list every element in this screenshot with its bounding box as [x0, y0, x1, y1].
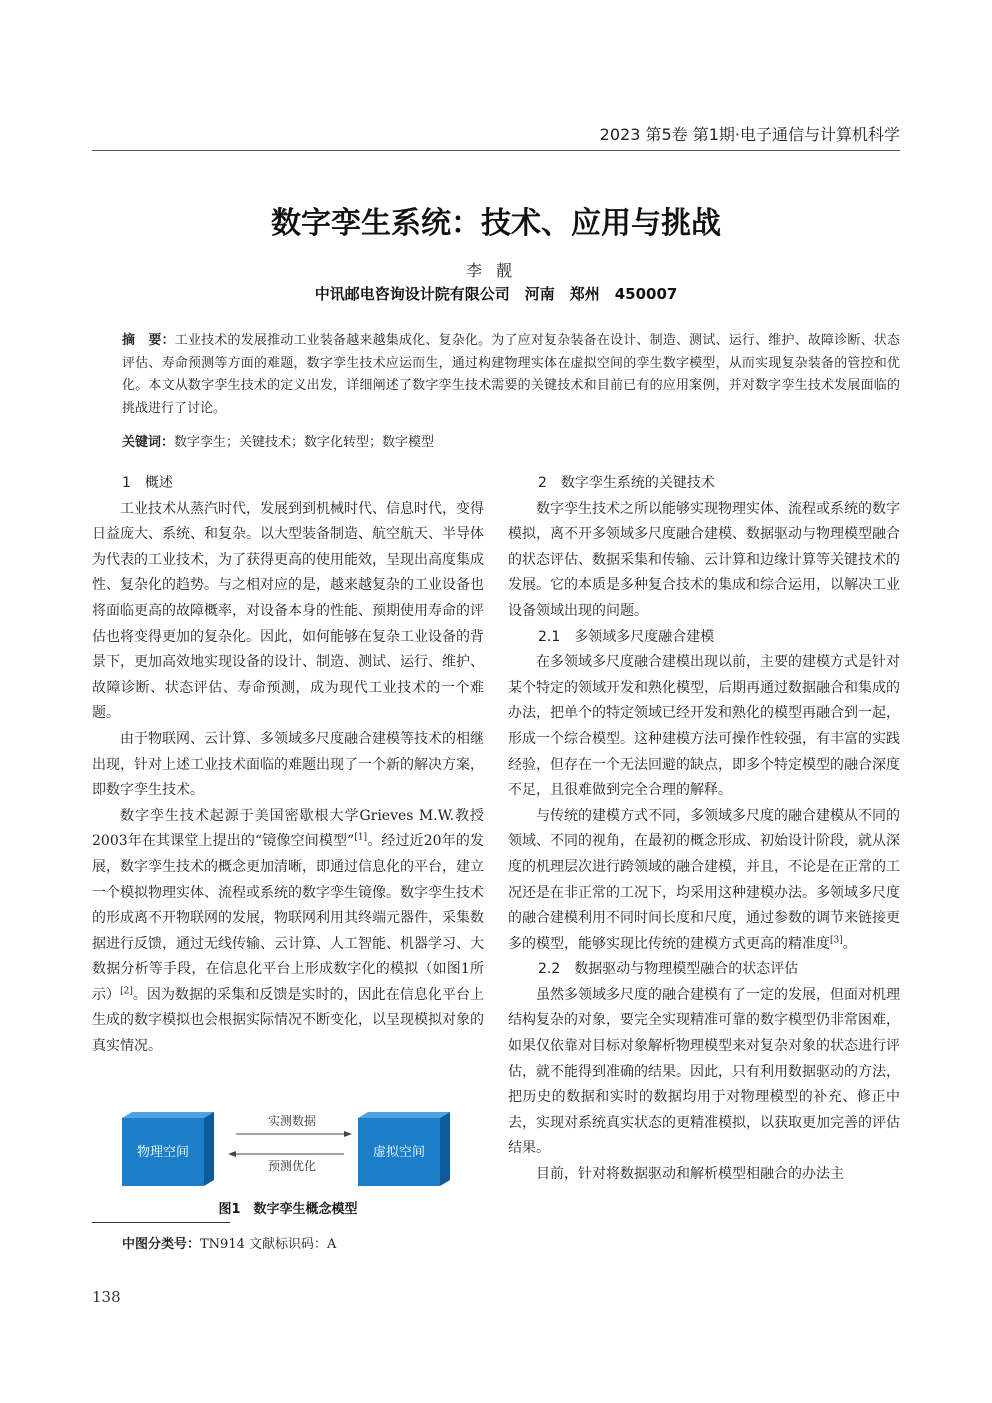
physical-space-label: 物理空间 [136, 1145, 190, 1160]
citation: [3] [830, 935, 843, 946]
classification-note [122, 1233, 336, 1252]
abstract-label: 摘 要： [122, 333, 175, 348]
paragraph-text: 。经过近20年的发展，数字孪生技术的概念更加清晰，即通过信息化的平台，建立一个模拟物理实体、流程或系统的数字孪生镜像。数字孪生技术的形成离不开物联网的发展，物联网利用其终端元器件，采集数据进行反馈，通过无线传输、云计算、人工智能、机器学习、大数据分析等手段，在信息化平台上形成数字化的模拟（如图1所示） [92, 833, 484, 1003]
keywords-label: 关键词： [122, 435, 175, 450]
citation: [2] [120, 986, 133, 997]
paragraph-text: 。 [842, 935, 857, 952]
subsection-2-2-title: 2.2 数据驱动与物理模型融合的状态评估 [538, 961, 799, 978]
box-side-right [440, 1112, 450, 1186]
subsection-2-1-title: 2.1 多领域多尺度融合建模 [538, 628, 715, 645]
paragraph-text: 与传统的建模方式不同，多领域多尺度的融合建模从不同的领域、不同的视角，在最初的概念形成、初始设计阶段，就从深度的机理层次进行跨领域的融合建模，并且，不论是在正常的工况还是在非正常的工况下，均采用这种建模办法。多领域多尺度的融合建模利用不同时间长度和尺度，通过参数的调节来链接更多的模型，能够实现比传统的建模方式更高的精准度 [508, 807, 900, 952]
paper-title: 数字孪生系统：技术、应用与挑战 [271, 206, 721, 241]
section-2-title: 2 数字孪生系统的关键技术 [538, 475, 715, 491]
classification-label: 中图分类号： [122, 1237, 201, 1252]
arrowhead-left-icon [228, 1151, 236, 1157]
abstract-text: 工业技术的发展推动工业装备越来越集成化、复杂化。为了应对复杂装备在设计、制造、测试、运行、维护、故障诊断、状态评估、寿命预测等方面的难题，数字孪生技术应运而生，通过构建物理实体在虚拟空间的孪生数字模型，从而实现复杂装备的管控和优化。本文从数字孪生技术的定义出发，详细阐述了数字孪生技术需要的关键技术和目前已有的应用案例，并对数字孪生技术发展面临的挑战进行了讨论。 [122, 333, 900, 416]
section-1-title: 1 概述 [122, 475, 173, 491]
abstract [122, 330, 900, 420]
journal-header: 2023 第5卷 第1期·电子通信与计算机科学 [599, 125, 900, 144]
right-column [508, 471, 900, 1188]
prediction-optimization-label: 预测优化 [267, 1159, 317, 1173]
paragraph [508, 804, 900, 958]
header-rule [92, 150, 900, 151]
paragraph: 目前，针对将数据驱动和解析模型相融合的办法主 [536, 1166, 844, 1183]
paragraph: 由于物联网、云计算、多领域多尺度融合建模等技术的相继出现，针对上述工业技术面临的难题出现了一个新的解决方案，即数字孪生技术。 [92, 730, 484, 799]
paragraph: 数字孪生技术之所以能够实现物理实体、流程或系统的数字模拟，离不开多领域多尺度融合建模、数据驱动与物理模型融合的状态评估、数据采集和传输、云计算和边缘计算等关键技术的发展。它的本质是多种复合技术的集成和综合运用，以解决工业设备领域出现的问题。 [508, 500, 900, 619]
paragraph: 虽然多领域多尺度的融合建模有了一定的发展，但面对机理结构复杂的对象，要完全实现精准可靠的数字模型仍非常困难，如果仅依靠对目标对象解析物理模型来对复杂对象的状态进行评估，就不能得到准确的结果。因此，只有利用数据驱动的方法，把历史的数据和实时的数据均用于对物理模型的补充、修正中去，实现对系统真实状态的更精准模拟，以获取更加完善的评估结果。 [508, 986, 900, 1157]
classification-text: TN914 文献标识码：A [200, 1237, 337, 1252]
virtual-space-label: 虚拟空间 [372, 1145, 426, 1160]
footnote-rule [92, 1222, 230, 1223]
affiliation: 中讯邮电咨询设计院有限公司 河南 郑州 450007 [314, 285, 678, 303]
paragraph-text: 数字孪生技术起源于美国密歇根大学Grieves M.W.教授2003年在其课堂上提出的“镜像空间模型” [92, 807, 484, 850]
box-top-left [122, 1112, 214, 1118]
paragraph: 在多领域多尺度融合建模出现以前，主要的建模方式是针对某个特定的领域开发和熟化模型，后期再通过数据融合和集成的办法，把单个的特定领域已经开发和熟化的模型再融合到一起，形成一个综合模型。这种建模方法可操作性较强，有丰富的实践经验，但存在一个无法回避的缺点，即多个特定模型的融合深度不足，且很难做到完全合理的解释。 [508, 654, 900, 799]
arrowhead-right-icon [344, 1131, 352, 1137]
keywords-text: 数字孪生；关键技术；数字化转型；数字模型 [174, 435, 435, 450]
measured-data-label: 实测数据 [267, 1114, 317, 1128]
keywords [122, 431, 900, 450]
paragraph [92, 804, 484, 1060]
paragraph-text: 。因为数据的采集和反馈是实时的，因此在信息化平台上生成的数字模拟也会根据实际情况不断变化，以呈现模拟对象的真实情况。 [92, 986, 484, 1055]
box-side-left [204, 1112, 214, 1186]
figure-caption: 图1 数字孪生概念模型 [218, 1202, 358, 1217]
page-number: 138 [92, 1288, 121, 1306]
author: 李靓 [465, 261, 526, 280]
box-top-right [358, 1112, 450, 1118]
paragraph: 工业技术从蒸汽时代，发展到到机械时代、信息时代，变得日益庞大、系统、和复杂。以大型装备制造、航空航天、半导体为代表的工业技术，为了获得更高的使用能效，呈现出高度集成性、复杂化的趋势。与之相对应的是，越来越复杂的工业设备也将面临更高的故障概率，对设备本身的性能、预期使用寿命的评估也将变得更加的复杂化。因此，如何能够在复杂工业设备的背景下，更加高效地实现设备的设计、制造、测试、运行、维护、故障诊断、状态评估、寿命预测，成为现代工业技术的一个难题。 [92, 500, 484, 722]
left-column [92, 471, 484, 1060]
citation: [1] [354, 832, 368, 843]
